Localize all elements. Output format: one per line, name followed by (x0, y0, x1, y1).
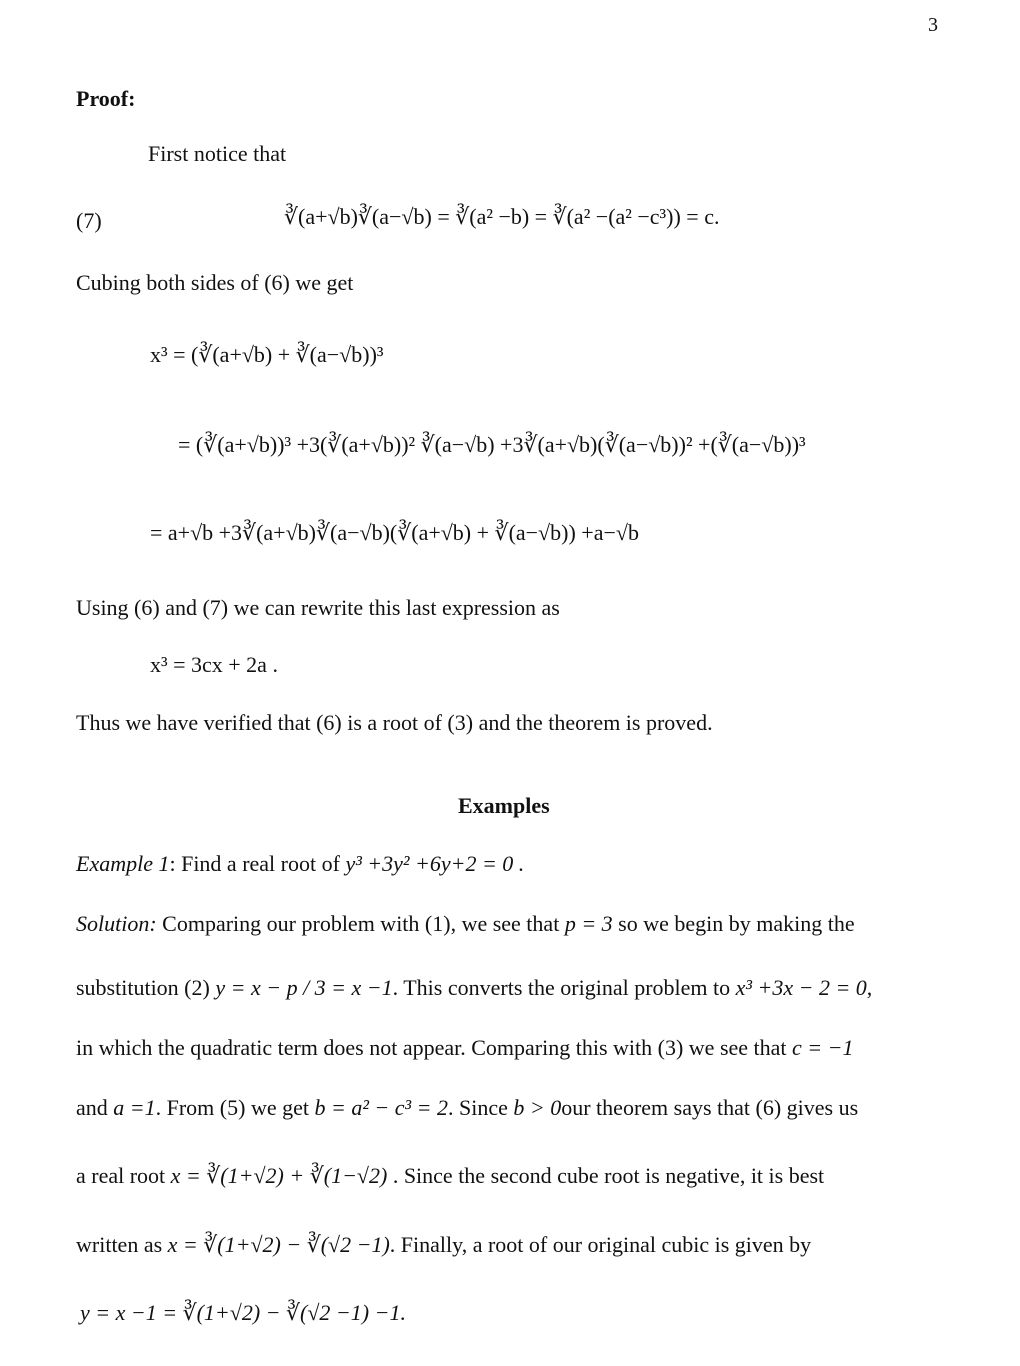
inline-equation: b = a² − c³ = 2 (314, 1095, 448, 1120)
eq7-expression: ∛(a+√b)∛(a−√b) = ∛(a² −b) = ∛(a² −(a² −c³)) = c. (284, 204, 720, 229)
solution-text: . This converts the original problem to (392, 975, 736, 1000)
cubing-line: Cubing both sides of (6) we get (76, 270, 354, 295)
page-number: 3 (928, 14, 938, 36)
eq7-label: (7) (76, 208, 102, 233)
using-line: Using (6) and (7) we can rewrite this last expression as (76, 595, 560, 620)
solution-line-7 (80, 1300, 406, 1326)
solution-line-4 (76, 1095, 858, 1121)
example-1-line (76, 851, 524, 877)
solution-text: . Since (447, 1095, 514, 1120)
inline-equation: p = 3 (564, 911, 613, 936)
solution-line-2 (76, 975, 872, 1001)
example-label: Example 1 (76, 851, 170, 876)
solution-text: , (866, 975, 873, 1000)
solution-text: Comparing our problem with (1), we see that (156, 911, 565, 936)
solution-label: Solution: (76, 911, 157, 936)
inline-equation: c = −1 (792, 1035, 854, 1060)
example-text: : Find a real root of (169, 851, 346, 876)
solution-text: in which the quadratic term does not appear. Comparing this with (3) we see that (76, 1035, 793, 1060)
solution-text: written as (76, 1232, 168, 1257)
solution-text: and (76, 1095, 114, 1120)
inline-equation: x³ +3x − 2 = 0 (735, 975, 867, 1000)
solution-line-1 (76, 911, 855, 937)
inline-equation: x = ∛(1+√2) − ∛(√2 −1) (167, 1232, 390, 1257)
solution-line-5 (76, 1163, 824, 1189)
solution-text: our theorem says that (6) gives us (561, 1095, 859, 1120)
solution-text: . Since the second cube root is negative, it is best (387, 1163, 825, 1188)
result-equation: x³ = 3cx + 2a . (150, 652, 278, 677)
expansion-line-3: = a+√b +3∛(a+√b)∛(a−√b)(∛(a+√b) + ∛(a−√b)) +a−√b (150, 520, 639, 545)
final-equation: y = x −1 = ∛(1+√2) − ∛(√2 −1) −1. (80, 1300, 406, 1325)
solution-text: . Finally, a root of our original cubic is given by (389, 1232, 812, 1257)
inline-equation: x = ∛(1+√2) + ∛(1−√2) (170, 1163, 388, 1188)
intro-line: First notice that (148, 141, 287, 166)
solution-line-6 (76, 1232, 811, 1258)
solution-text: . From (5) we get (155, 1095, 315, 1120)
proof-heading: Proof: (76, 86, 136, 111)
inline-equation: b > 0 (513, 1095, 562, 1120)
solution-text: a real root (76, 1163, 171, 1188)
inline-equation: a =1 (113, 1095, 156, 1120)
expansion-line-2: = (∛(a+√b))³ +3(∛(a+√b))² ∛(a−√b) +3∛(a+√b)(∛(a−√b))² +(∛(a−√b))³ (178, 432, 806, 457)
inline-equation: y = x − p / 3 = x −1 (215, 975, 393, 1000)
solution-text: substitution (2) (76, 975, 216, 1000)
examples-heading: Examples (458, 793, 550, 818)
solution-text: so we begin by making the (612, 911, 855, 936)
example-equation: y³ +3y² +6y+2 = 0 . (345, 851, 525, 876)
solution-line-3 (76, 1035, 854, 1061)
expansion-line-1: x³ = (∛(a+√b) + ∛(a−√b))³ (150, 342, 384, 367)
thus-line: Thus we have verified that (6) is a root of (3) and the theorem is proved. (76, 710, 713, 735)
